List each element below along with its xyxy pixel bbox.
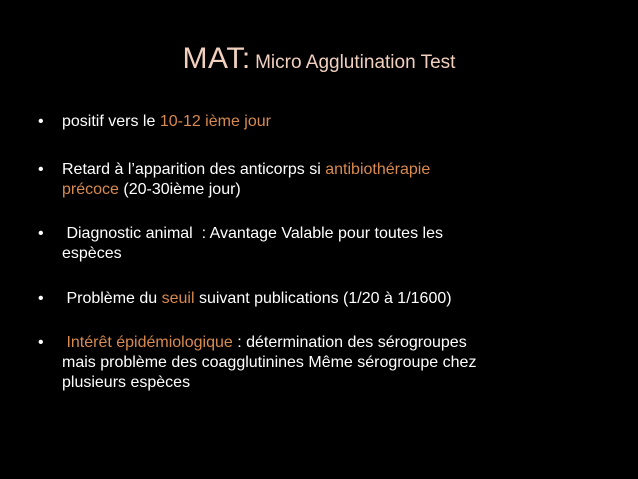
bullet-item-3	[38, 224, 598, 264]
bullet-1-text: positif vers le	[62, 113, 160, 130]
title-subtitle: Micro Agglutination Test	[255, 52, 456, 73]
bullet-3-line-1: Diagnostic animal : Avantage Valable pour toutes les	[62, 225, 443, 242]
title-main: MAT:	[182, 42, 251, 75]
bullet-1-highlight: 10-12 ième jour	[159, 113, 271, 130]
bullet-5-text: : détermination des sérogroupes	[232, 334, 467, 351]
bullet-2-text: Retard à l’apparition des anticorps si	[62, 161, 326, 178]
bullet-2-highlight-1: antibiothérapie	[325, 161, 431, 178]
bullet-item-4	[38, 289, 598, 309]
bullet-5-line-2: mais problème des coagglutinines Même sérogroupe chez	[62, 354, 477, 371]
bullet-dot: •	[38, 290, 44, 307]
bullet-dot: •	[38, 334, 44, 351]
bullet-list	[38, 112, 598, 393]
bullet-5-line-3: plusieurs espèces	[62, 374, 191, 391]
bullet-4-text: Problème du	[62, 290, 162, 307]
bullet-2-highlight-2: précoce	[62, 181, 119, 198]
bullet-item-5	[38, 333, 598, 393]
bullet-item-2	[38, 160, 598, 200]
bullet-5-highlight: Intérêt épidémiologique	[62, 334, 233, 351]
bullet-3-line-2: espèces	[62, 245, 122, 262]
slide-title	[0, 42, 638, 76]
bullet-4-highlight: seuil	[161, 290, 195, 307]
bullet-dot: •	[38, 161, 44, 178]
bullet-item-1	[38, 112, 598, 132]
bullet-4-text-end: suivant publications (1/20 à 1/1600)	[194, 290, 452, 307]
bullet-dot: •	[38, 113, 44, 130]
bullet-dot: •	[38, 225, 44, 242]
bullet-2-text-end: (20-30ième jour)	[118, 181, 241, 198]
